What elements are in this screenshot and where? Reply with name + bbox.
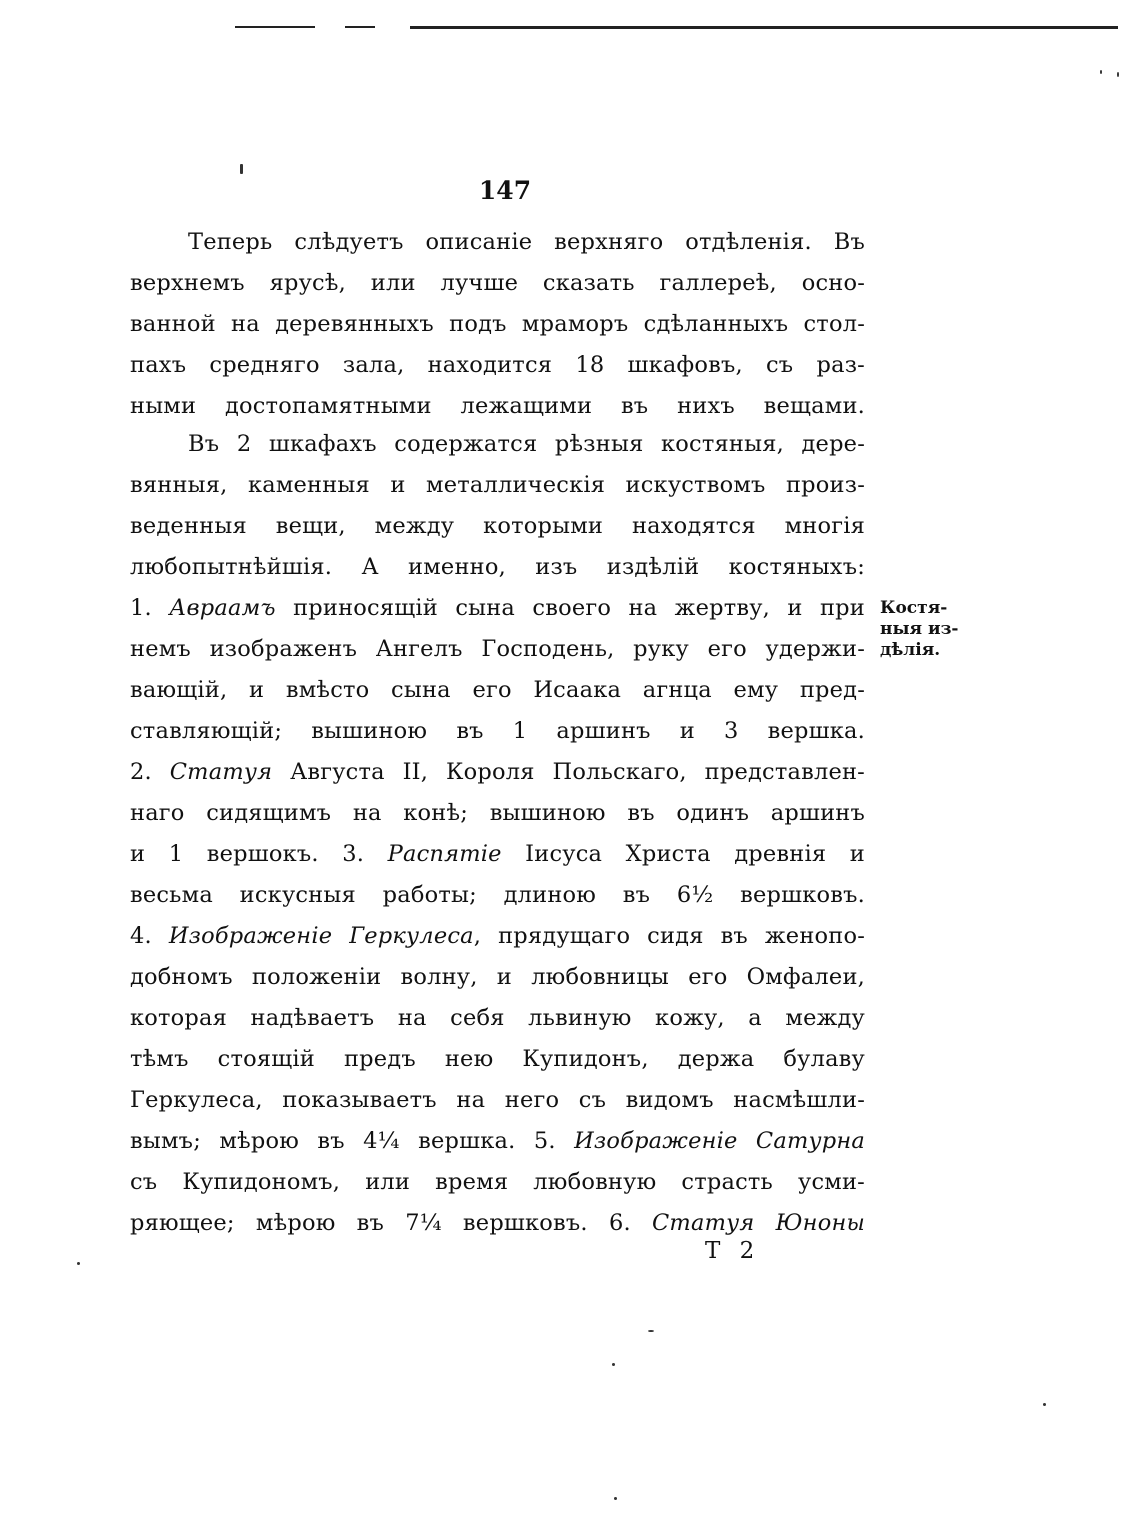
scan-speck bbox=[1100, 70, 1102, 74]
text-line: которая надѣваетъ на себя львиную кожу, а между bbox=[130, 1005, 865, 1031]
text-line: съ Купидономъ, или время любовную страсть усми- bbox=[130, 1169, 865, 1195]
text-segment: ряющее; мѣрою въ 7¼ вершковъ. 6. bbox=[130, 1210, 652, 1236]
text-line bbox=[130, 1205, 865, 1241]
text-line bbox=[130, 918, 865, 954]
text-segment: и 1 вершокъ. 3. bbox=[130, 841, 388, 867]
text-segment: 1. bbox=[130, 595, 170, 621]
text-line: вянныя, каменныя и металлическія искуствомъ произ- bbox=[130, 472, 865, 498]
scan-speck bbox=[1043, 1403, 1046, 1406]
text-line: любопытнѣйшія. А именно, изъ издѣлій костяныхъ: bbox=[130, 554, 865, 580]
text-segment: 4. bbox=[130, 923, 169, 949]
scan-speck bbox=[1117, 72, 1119, 77]
scan-speck bbox=[648, 1330, 654, 1332]
text-line bbox=[130, 836, 865, 872]
text-segment: Августа II, Короля Польскаго, представлен- bbox=[272, 759, 865, 785]
margin-note-line: Костя- bbox=[880, 598, 948, 618]
scan-speck bbox=[77, 1262, 80, 1265]
text-line: Геркулеса, показываетъ на него съ видомъ насмѣшли- bbox=[130, 1087, 865, 1113]
margin-note bbox=[880, 598, 970, 661]
text-line: ными достопамятными лежащими въ нихъ вещами. bbox=[130, 393, 865, 419]
top-rule-right bbox=[410, 26, 1118, 29]
italic-term: Статуя bbox=[169, 759, 273, 785]
top-rule-mid bbox=[345, 26, 375, 28]
italic-term: Изображеніе Сатурна bbox=[574, 1128, 865, 1154]
scan-speck bbox=[612, 1363, 615, 1366]
text-segment: вымъ; мѣрою въ 4¼ вершка. 5. bbox=[130, 1128, 575, 1154]
text-segment: 2. bbox=[130, 759, 170, 785]
text-line bbox=[130, 1123, 865, 1159]
text-segment: , прядущаго сидя въ женопо- bbox=[473, 923, 866, 949]
text-line: пахъ средняго зала, находится 18 шкафовъ, съ раз- bbox=[130, 352, 865, 378]
text-line bbox=[130, 590, 865, 626]
text-line: веденныя вещи, между которыми находятся многія bbox=[130, 513, 865, 539]
text-line: добномъ положеніи волну, и любовницы его Омфалеи, bbox=[130, 964, 865, 990]
text-segment: Іисуса Христа древнія и bbox=[501, 841, 865, 867]
text-line: вающій, и вмѣсто сына его Исаака агнца ему пред- bbox=[130, 677, 865, 703]
text-line bbox=[130, 754, 865, 790]
text-line: весьма искусныя работы; длиною въ 6½ вершковъ. bbox=[130, 882, 865, 908]
italic-term: Распятіе bbox=[387, 841, 502, 867]
scan-speck bbox=[614, 1497, 617, 1500]
italic-term: Статуя Юноны bbox=[652, 1210, 865, 1236]
text-line: ставляющій; вышиною въ 1 аршинъ и 3 вершка. bbox=[130, 718, 865, 744]
text-line: Въ 2 шкафахъ содержатся рѣзныя костяныя, дере- bbox=[188, 431, 865, 457]
signature-mark: T 2 bbox=[705, 1238, 761, 1264]
italic-term: Изображеніе Геркулеса bbox=[168, 923, 474, 949]
italic-term: Авраамъ bbox=[169, 595, 276, 621]
text-line: верхнемъ ярусѣ, или лучше сказать галлереѣ, осно- bbox=[130, 270, 865, 296]
margin-note-line: дѣлія. bbox=[880, 640, 941, 660]
text-line: тѣмъ стоящій предъ нею Купидонъ, держа булаву bbox=[130, 1046, 865, 1072]
margin-note-line: ныя из- bbox=[880, 619, 959, 639]
scan-speck bbox=[240, 164, 243, 174]
text-line: ванной на деревянныхъ подъ мраморъ сдѣланныхъ стол- bbox=[130, 311, 865, 337]
page-number: 147 bbox=[478, 176, 532, 205]
text-line: немъ изображенъ Ангелъ Господень, руку его удержи- bbox=[130, 636, 865, 662]
text-line: наго сидящимъ на конѣ; вышиною въ одинъ аршинъ bbox=[130, 800, 865, 826]
top-rule-left bbox=[235, 26, 315, 28]
text-segment: приносящій сына своего на жертву, и при bbox=[275, 595, 865, 621]
text-line: Теперь слѣдуетъ описаніе верхняго отдѣленія. Въ bbox=[188, 229, 865, 255]
